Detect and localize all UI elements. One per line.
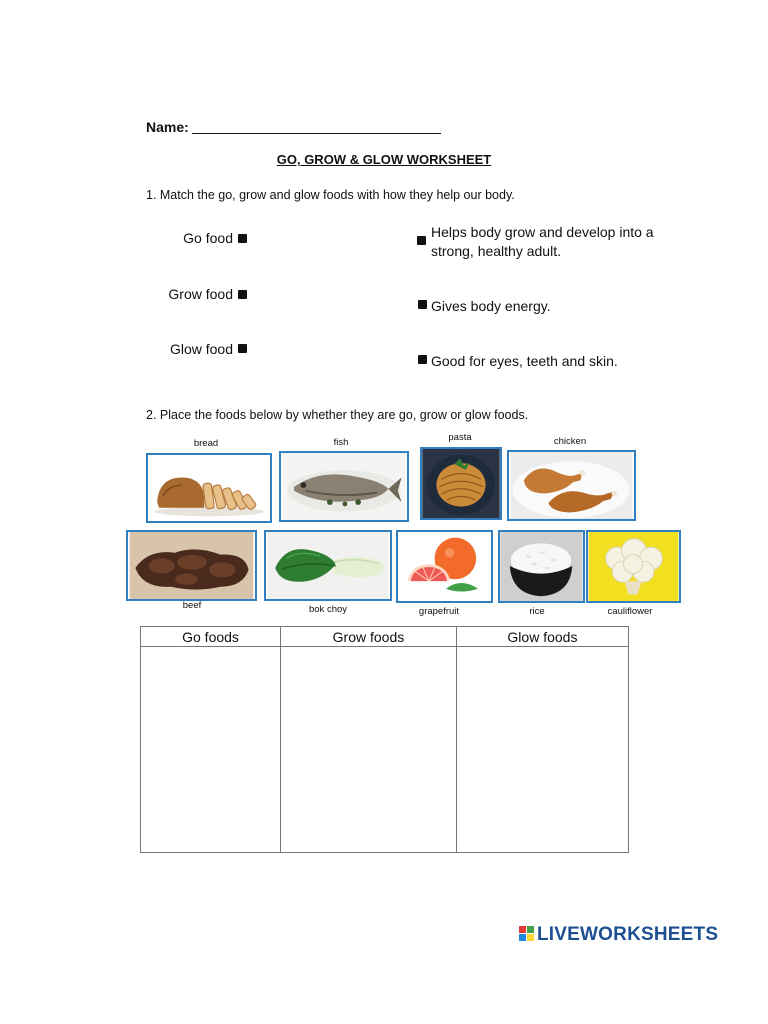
drop-zone-glow-foods[interactable] xyxy=(456,647,628,853)
food-card-bok-choy[interactable] xyxy=(264,530,392,601)
name-input-line[interactable] xyxy=(192,133,441,134)
food-card-rice[interactable] xyxy=(498,530,585,603)
match-right-glow-description: Good for eyes, teeth and skin. xyxy=(431,353,618,369)
food-card-pasta[interactable] xyxy=(420,447,502,520)
food-card-bread[interactable] xyxy=(146,453,272,523)
food-card-grapefruit[interactable] xyxy=(396,530,493,603)
sorting-table xyxy=(140,626,629,853)
food-card-fish[interactable] xyxy=(279,451,409,522)
name-label: Name: xyxy=(146,119,189,135)
match-dot-go-food[interactable] xyxy=(238,234,247,243)
bread-image xyxy=(148,455,270,521)
match-dot-grow-description[interactable] xyxy=(417,236,426,245)
food-caption-chicken: chicken xyxy=(553,436,587,447)
beef-image xyxy=(128,532,255,599)
match-dot-glow-description[interactable] xyxy=(418,355,427,364)
match-dot-glow-food[interactable] xyxy=(238,344,247,353)
match-dot-energy-description[interactable] xyxy=(418,300,427,309)
question-2-prompt: 2. Place the foods below by whether they are go, grow or glow foods. xyxy=(146,408,529,422)
food-caption-bok-choy: bok choy xyxy=(308,604,348,615)
food-caption-fish: fish xyxy=(333,437,349,448)
food-caption-pasta: pasta xyxy=(448,432,472,443)
match-dot-grow-food[interactable] xyxy=(238,290,247,299)
match-left-glow-food: Glow food xyxy=(169,341,233,357)
food-card-cauliflower[interactable] xyxy=(586,530,681,603)
pasta-image xyxy=(422,449,500,518)
table-header-go-foods: Go foods xyxy=(141,627,281,647)
food-caption-beef: beef xyxy=(182,600,202,611)
rice-image xyxy=(500,532,583,601)
worksheet-title: GO, GROW & GLOW WORKSHEET xyxy=(276,152,492,167)
match-left-go-food: Go food xyxy=(183,230,233,246)
food-caption-cauliflower: cauliflower xyxy=(607,606,653,617)
fish-image xyxy=(281,453,407,520)
liveworksheets-logo-icon xyxy=(519,926,535,942)
match-right-grow-description: Helps body grow and develop into a strong, healthy adult. xyxy=(431,224,654,259)
food-card-chicken[interactable] xyxy=(507,450,636,521)
cauliflower-image xyxy=(588,532,679,601)
drop-zone-grow-foods[interactable] xyxy=(281,647,457,853)
drop-zone-go-foods[interactable] xyxy=(141,647,281,853)
food-card-beef[interactable] xyxy=(126,530,257,601)
grapefruit-image xyxy=(398,532,491,601)
match-left-grow-food: Grow food xyxy=(168,286,233,302)
table-header-grow-foods: Grow foods xyxy=(281,627,457,647)
food-caption-rice: rice xyxy=(529,606,545,617)
bok-choy-image xyxy=(266,532,390,599)
table-header-glow-foods: Glow foods xyxy=(456,627,628,647)
question-1-prompt: 1. Match the go, grow and glow foods with how they help our body. xyxy=(146,188,515,202)
brand-text: LIVEWORKSHEETS xyxy=(537,924,719,945)
liveworksheets-brand xyxy=(519,924,718,946)
match-right-energy-description: Gives body energy. xyxy=(431,298,551,314)
chicken-image xyxy=(509,452,634,519)
food-caption-bread: bread xyxy=(193,438,219,449)
food-caption-grapefruit: grapefruit xyxy=(418,606,460,617)
